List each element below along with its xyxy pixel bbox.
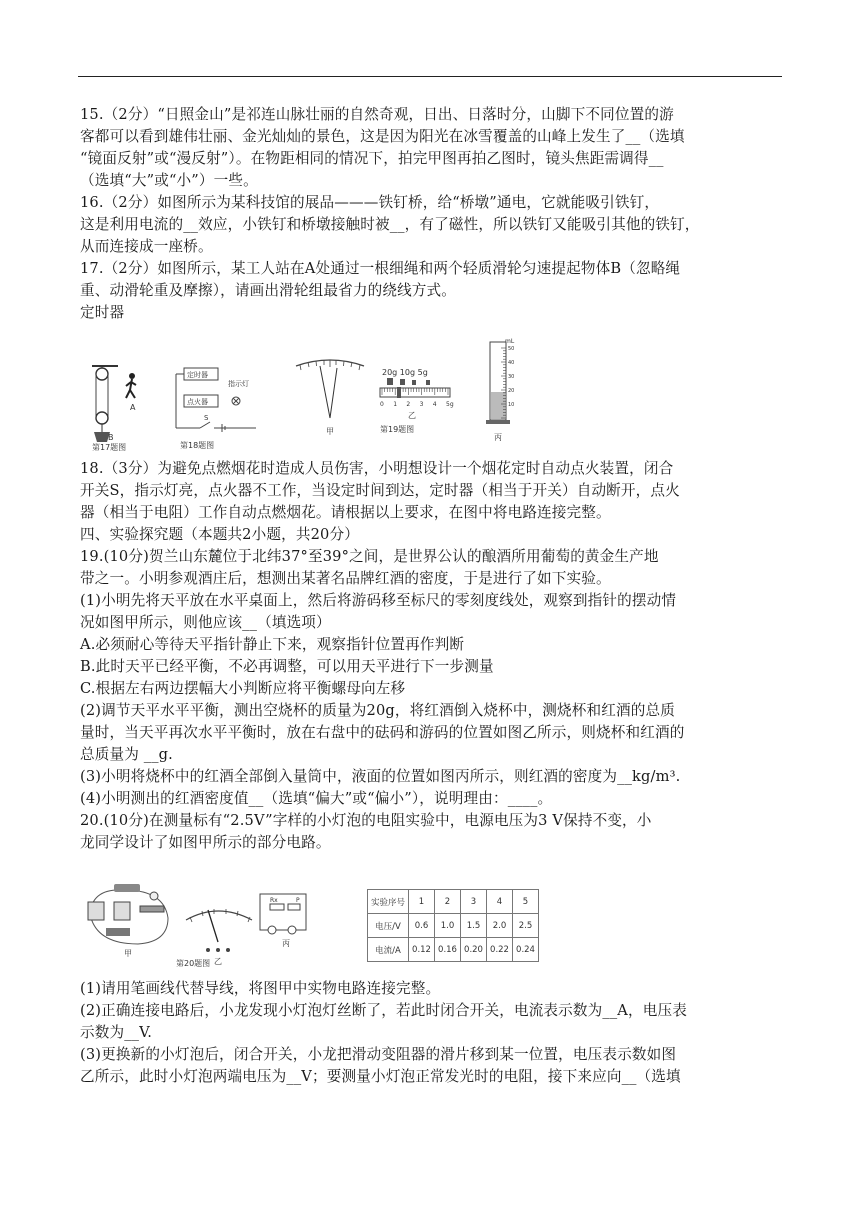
- text-line: 这是利用电流的__效应，小铁钉和桥墩接触时被__，有了磁性，所以铁钉又能吸引其他的铁钉，: [80, 216, 700, 233]
- text-line: 定时器: [80, 304, 125, 321]
- scale-tick-label: 1: [393, 401, 398, 408]
- figure-20-bing-label: 丙: [282, 939, 290, 948]
- figure-19-bing-label: 丙: [494, 433, 502, 442]
- text-line: 乙所示，此时小灯泡两端电压为__V；要测量小灯泡正常发光时的电阻，接下来应向__（选填: [80, 1068, 681, 1085]
- figure-20-real-circuit: [84, 882, 176, 960]
- text-line: 20.(10分)在测量标有“2.5V”字样的小灯泡的电阻实验中，电源电压为3 V保持不变，小: [80, 812, 652, 829]
- timer-box-label: 定时器: [187, 371, 208, 379]
- weights-label: 20g 10g 5g: [382, 368, 428, 377]
- table-cell: 5: [513, 890, 539, 914]
- table-cell: 1: [409, 890, 435, 914]
- scale-tick-label: 2: [406, 401, 411, 408]
- figure-19-caption: 第19题图: [380, 425, 415, 434]
- label-A: A: [130, 403, 136, 412]
- text-line: （选填“大”或“小”）一些。: [80, 172, 258, 189]
- text-line: 18.（3分）为避免点燃烟花时造成人员伤害，小明想设计一个烟花定时自动点火装置，闭合: [80, 460, 674, 477]
- cylinder-tick-label: 10: [508, 402, 515, 408]
- text-line: 龙同学设计了如图甲所示的部分电路。: [80, 834, 331, 851]
- cylinder-tick-label: 20: [508, 388, 515, 394]
- table-cell: 2: [435, 890, 461, 914]
- text-line: 16.（2分）如图所示为某科技馆的展品———铁钉桥，给“桥墩”通电，它就能吸引铁钉，: [80, 194, 660, 211]
- text-line: C.根据左右两边摆幅大小判断应将平衡螺母向左移: [80, 680, 406, 697]
- table-cell: 0.20: [461, 938, 487, 962]
- text-line: 四、实验探究题（本题共2小题，共20分）: [80, 526, 359, 543]
- figure-18-circuit: [170, 362, 270, 452]
- worker-icon: [126, 373, 136, 398]
- text-line: B.此时天平已经平衡，不必再调整，可以用天平进行下一步测量: [80, 658, 494, 675]
- cylinder-tick-label: 50: [508, 346, 515, 352]
- text-line: 量时，当天平再次水平平衡时，放在右盘中的砝码和游码的位置如图乙所示，则烧杯和红酒的: [80, 724, 685, 741]
- table-cell: 0.22: [487, 938, 513, 962]
- text-line: (2)正确连接电路后，小龙发现小灯泡灯丝断了，若此时闭合开关，电流表示数为__A，电压表: [80, 1002, 687, 1019]
- table-row: [368, 914, 539, 938]
- scale-tick-label: 0: [380, 401, 384, 408]
- text-line: (2)调节天平水平平衡，测出空烧杯的质量为20g，将红酒倒入烧杯中，测烧杯和红酒的总质: [80, 702, 676, 719]
- ml-unit-label: mL: [505, 338, 515, 345]
- table-cell: 0.16: [435, 938, 461, 962]
- cylinder-tick-label: 30: [508, 374, 515, 380]
- text-line: 从而连接成一座桥。: [80, 238, 213, 255]
- header-rule: [78, 76, 782, 77]
- text-line: 客都可以看到雄伟壮丽、金光灿灿的景色，这是因为阳光在冰雪覆盖的山峰上发生了__（选填: [80, 128, 685, 145]
- figure-20-yi-label: 乙: [214, 957, 222, 966]
- figure-17-caption: 第17题图: [92, 443, 127, 452]
- scale-tick-label: 5g: [446, 401, 454, 408]
- text-line: (1)请用笔画线代替导线，将图甲中实物电路连接完整。: [80, 980, 441, 997]
- text-line: (3)小明将烧杯中的红酒全部倒入量筒中，液面的位置如图丙所示，则红酒的密度为__kg/m³.: [80, 768, 681, 785]
- table-cell: 2.0: [487, 914, 513, 938]
- text-line: 15.（2分）“日照金山”是祁连山脉壮丽的自然奇观，日出、日落时分，山脚下不同位置的游: [80, 106, 674, 123]
- text-line: (3)更换新的小灯泡后，闭合开关，小龙把滑动变阻器的滑片移到某一位置，电压表示数如图: [80, 1046, 677, 1063]
- text-line: 开关S，指示灯亮，点火器不工作，当设定时间到达，定时器（相当于开关）自动断开，点火: [80, 482, 680, 499]
- text-line: 17.（2分）如图所示，某工人站在A处通过一根细绳和两个轻质滑轮匀速提起物体B（忽略绳: [80, 260, 681, 277]
- figure-19-balance-pointer: [290, 356, 370, 438]
- figure-19-weights-scale: [378, 366, 458, 446]
- text-line: A.必须耐心等待天平指针静止下来，观察指针位置再作判断: [80, 636, 465, 653]
- table-header-current: 电流/A: [368, 938, 409, 962]
- table-cell: 1.5: [461, 914, 487, 938]
- table-cell: 3: [461, 890, 487, 914]
- table-row: [368, 938, 539, 962]
- table-header-trial: 实验序号: [368, 890, 409, 914]
- text-line: 况如图甲所示，则他应该__（填选项）: [80, 614, 331, 631]
- label-B: B: [108, 433, 114, 442]
- text-line: (4)小明测出的红酒密度值__（选填“偏大”或“偏小”），说明理由：____。: [80, 790, 553, 807]
- figure-18-caption: 第18题图: [180, 441, 215, 450]
- text-line: 示数为__V.: [80, 1024, 153, 1041]
- table-cell: 2.5: [513, 914, 539, 938]
- text-line: 重、动滑轮重及摩擦），请画出滑轮组最省力的绕线方式。: [80, 282, 457, 299]
- figure-20-caption-wrap: [176, 956, 236, 970]
- table-cell: 0.12: [409, 938, 435, 962]
- figure-19-jia-label: 甲: [326, 427, 334, 436]
- figure-17-pulley: [88, 360, 168, 452]
- text-line: 带之一。小明参观酒庄后，想测出某著名品牌红酒的密度，于是进行了如下实验。: [80, 570, 611, 587]
- table-cell: 4: [487, 890, 513, 914]
- text-line: 总质量为 __g.: [80, 746, 173, 763]
- cylinder-tick-label: 40: [508, 360, 515, 366]
- text-line: 19.(10分)贺兰山东麓位于北纬37°至39°之间，是世界公认的酿酒所用葡萄的黄金生产地: [80, 548, 659, 565]
- lamp-label: 指示灯: [228, 380, 249, 388]
- figure-19-cylinder: [482, 336, 522, 444]
- p-label: P: [296, 897, 300, 904]
- table-cell: 0.6: [409, 914, 435, 938]
- text-line: 器（相当于电阻）工作自动点燃烟花。请根据以上要求，在图中将电路连接完整。: [80, 504, 611, 521]
- igniter-box-label: 点火器: [187, 398, 208, 406]
- figure-20-jia-label: 甲: [124, 949, 132, 958]
- figure-20-schematic: [256, 890, 312, 950]
- text-line: (1)小明先将天平放在水平桌面上，然后将游码移至标尺的零刻度线处，观察到指针的摆动情: [80, 592, 677, 609]
- table-header-voltage: 电压/V: [368, 914, 409, 938]
- scale-tick-label: 3: [419, 401, 424, 408]
- switch-label: S: [204, 414, 209, 422]
- figure-20-data-table: [367, 889, 539, 962]
- table-cell: 0.24: [513, 938, 539, 962]
- figure-19-yi-label: 乙: [408, 411, 416, 420]
- table-cell: 1.0: [435, 914, 461, 938]
- text-line: “镜面反射”或“漫反射”）。在物距相同的情况下，拍完甲图再拍乙图时，镜头焦距需调得__: [80, 150, 664, 167]
- figure-20-caption: 第20题图: [176, 959, 211, 968]
- rx-label: Rx: [270, 897, 278, 904]
- scale-tick-label: 4: [432, 401, 437, 408]
- table-row: [368, 890, 539, 914]
